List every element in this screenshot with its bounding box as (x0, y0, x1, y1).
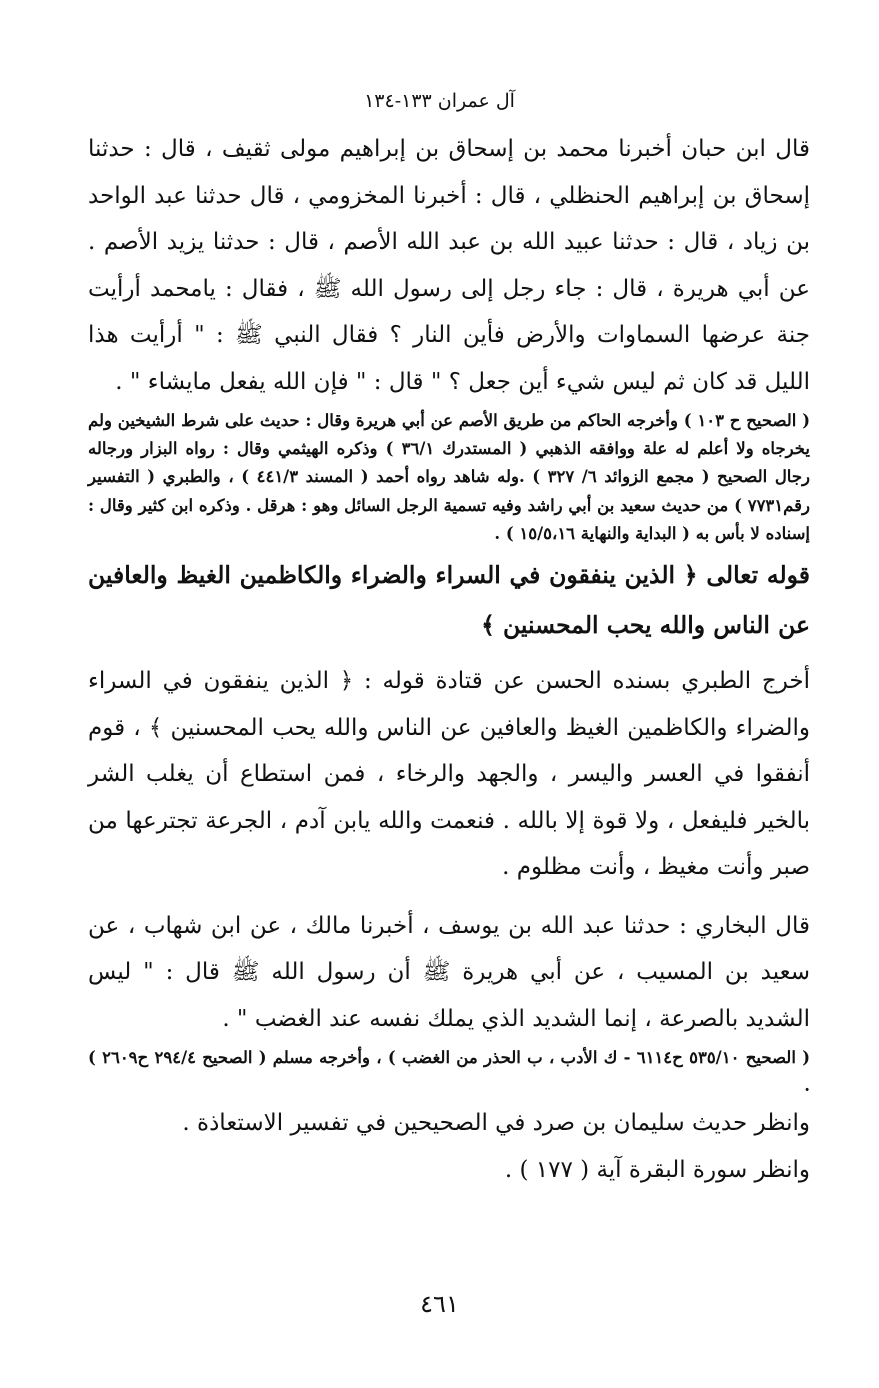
see-also-baqarah: وانظر سورة البقرة آية ( ١٧٧ ) . (504, 1156, 810, 1183)
footnote-takhrij-2: ( الصحيح ٥٣٥/١٠ ح٦١١٤ - ك الأدب ، ب الحذر من الغضب ) ، وأخرجه مسلم ( الصحيح ٢٩٤/٤ ح٢٦٠٩ ) . (88, 1048, 810, 1096)
running-header: آل عمران ١٣٣-١٣٤ (364, 90, 515, 112)
bukhari-paragraph: قال البخاري : حدثنا عبد الله بن يوسف ، أخبرنا مالك ، عن ابن شهاب ، عن سعيد بن المسيب ، عن أبي هريرة ﷺ أن رسول الله ﷺ قال : " ليس الشديد بالصرعة ، إنما الشديد الذي يملك نفسه عند الغضب " . (88, 912, 810, 1032)
see-also-istiadha: وانظر حديث سليمان بن صرد في الصحيحين في تفسير الاستعاذة . (182, 1110, 810, 1137)
hadith-paragraph-ibn-hibban: قال ابن حبان أخبرنا محمد بن إسحاق بن إبراهيم مولى ثقيف ، قال : حدثنا إسحاق بن إبراهيم الحنظلي ، قال : أخبرنا المخزومي ، قال حدثنا عبد الواحد بن زياد ، قال : حدثنا عبيد الله بن عبد الله الأصم ، قال : حدثنا يزيد الأصم . عن أبي هريرة ، قال : جاء رجل إلى رسول الله ﷺ ، فقال : يامحمد أرأيت جنة عرضها السماوات والأرض فأين النار ؟ فقال النبي ﷺ : " أرأيت هذا الليل قد كان ثم ليس شيء أين جعل ؟ " قال : " فإن الله يفعل مايشاء " . (88, 136, 810, 395)
tabari-paragraph: أخرج الطبري بسنده الحسن عن قتادة قوله : ﴿ الذين ينفقون في السراء والضراء والكاظمين الغيظ والعافين عن الناس والله يحب المحسنين ﴾ ، قوم أنفقوا في العسر واليسر ، والجهد والرخاء ، فمن استطاع أن يغلب الشر بالخير فليفعل ، ولا قوة إلا بالله . فنعمت والله يابن آدم ، الجرعة تجترعها من صبر وأنت مغيظ ، وأنت مظلوم . (88, 668, 810, 881)
footnote-takhrij-1: ( الصحيح ح ١٠٣ ) وأخرجه الحاكم من طريق الأصم عن أبي هريرة وقال : حديث على شرط الشيخين ولم يخرجاه ولا أعلم له علة ووافقه الذهبي ( المستدرك ٣٦/١ ) وذكره الهيثمي وقال : رواه البزار ورجاله رجال الصحيح ( مجمع الزوائد ٦/ ٣٢٧ ) .وله شاهد رواه أحمد ( المسند ٤٤١/٣ ) ، والطبري ( التفسير رقم٧٧٣١ ) من حديث سعيد بن أبي راشد وفيه تسمية الرجل السائل وهو : هرقل . وذكره ابن كثير وقال : إسناده لا بأس به ( البداية والنهاية ١٥/٥،١٦ ) . (88, 411, 811, 543)
page-number: ٤٦١ (420, 1290, 459, 1318)
verse-heading: قوله تعالى ﴿ الذين ينفقون في السراء والضراء والكاظمين الغيظ والعافين عن الناس والله يحب المحسنين ﴾ (88, 561, 810, 640)
page-body (88, 126, 810, 1193)
